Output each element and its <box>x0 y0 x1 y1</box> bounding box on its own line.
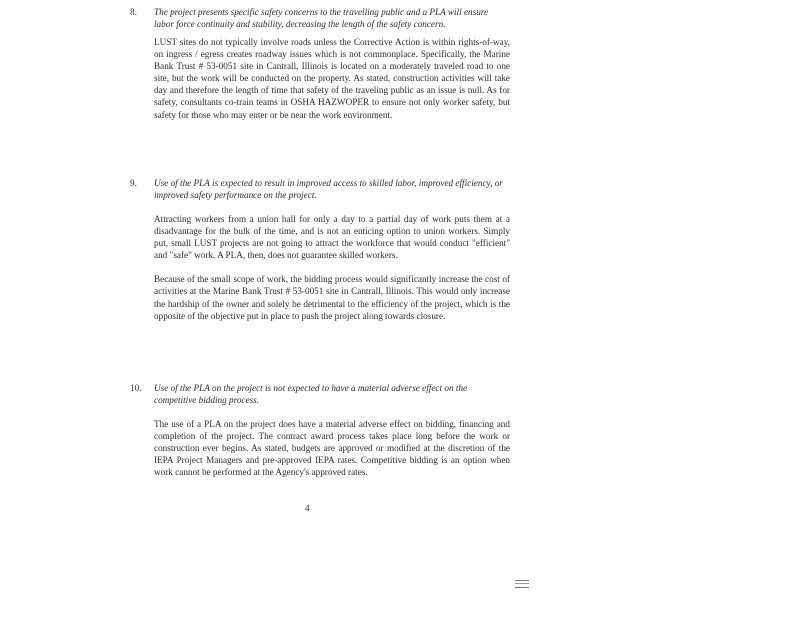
section-heading-text: Use of the PLA is expected to result in improved access to skilled labor, improved efficiency, or improved safety performance on the project. <box>154 178 503 200</box>
section-paragraph: Attracting workers from a union hall for only a day to a partial day of work puts them at a disadvantage for the bulk of the time, and is not an enticing option to union workers. Simply put, small LUST projects are not going to attract the workforce that would conduct "efficient" and "safe" work. A PLA, then, does not guarantee skilled workers. <box>154 214 510 261</box>
section-heading <box>130 177 510 201</box>
section-number: 10. <box>130 383 142 393</box>
section-paragraph: LUST sites do not typically involve roads unless the Corrective Action is within rights-of-way, on ingress / egress creates roadway issues which is not commonplace. Specifically, the Marine Bank Trust # 53-0051 site in Cantrall, Illinois is located on a moderately traveled road to one site, but the work will be conducted on the property. As stated, construction activities will take day and therefore the length of time that safety of the traveling public as an issue is null. As for safety, consultants co-train teams in OSHA HAZWOPER to ensure not only worker safety, but safety for those who may enter or be near the work environment. <box>154 37 510 120</box>
section-9 <box>130 177 510 331</box>
section-8 <box>130 6 510 130</box>
scan-mark <box>515 580 529 588</box>
section-paragraph: Because of the small scope of work, the bidding process would significantly increase the cost of activities at the Marine Bank Trust # 53-0051 site in Cantrall, Illinois. This would only increase the hardship of the owner and solely be detrimental to the efficiency of the project, which is the opposite of the objective put in place to push the project along towards closure. <box>154 274 510 321</box>
section-number: 8. <box>130 7 137 17</box>
section-heading-text: The project presents specific safety concerns to the travelling public and a PLA will ensure labor force continuity and stability, decreasing the length of the safety concern. <box>154 7 489 29</box>
section-number: 9. <box>130 178 137 188</box>
section-heading-text: Use of the PLA on the project is not expected to have a material adverse effect on the competitive bidding process. <box>154 383 468 405</box>
section-paragraph: The use of a PLA on the project does have a material adverse effect on bidding, financing and completion of the project. The contract award process takes place long before the work or construction ever begins. As stated, budgets are approved or modified at the discretion of the IEPA Project Managers and pre-approved IEPA rates. Competitive bidding is an option when work cannot be performed at the Agency's approved rates. <box>154 419 510 478</box>
page-number: 4 <box>305 503 310 513</box>
section-10 <box>130 382 510 488</box>
section-heading <box>130 6 510 30</box>
section-heading <box>130 382 510 406</box>
